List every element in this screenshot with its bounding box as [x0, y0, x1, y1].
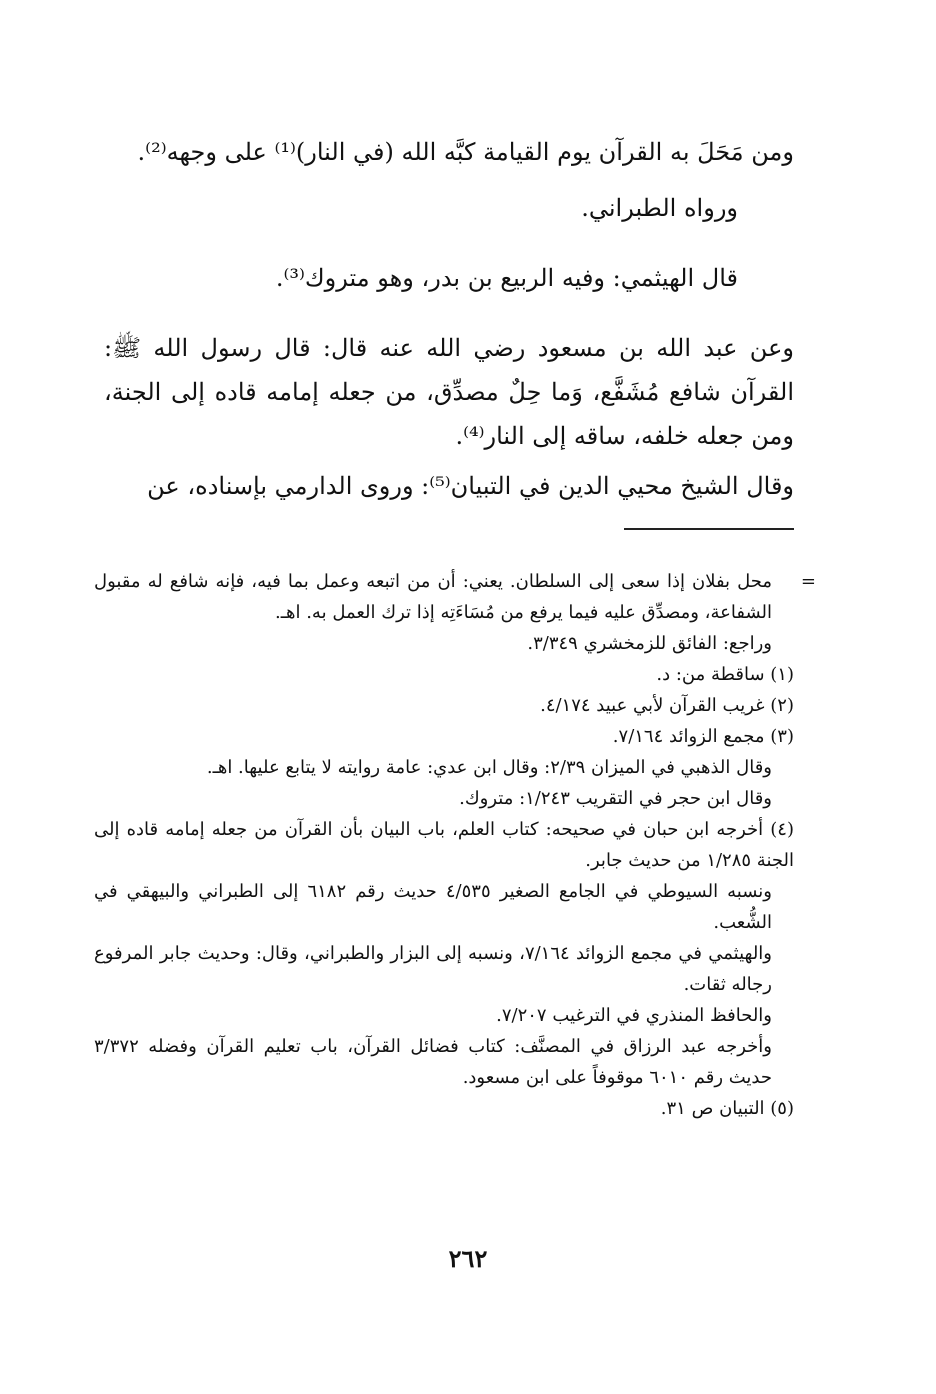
paragraph-2: ورواه الطبراني.: [581, 194, 738, 222]
footnotes: [94, 566, 816, 1124]
footnote-3: (٣) مجمع الزوائد ٧/١٦٤.: [612, 726, 794, 747]
paragraph-4: وعن عبد الله بن مسعود رضي الله عنه قال: قال رسول الله ﷺ: القرآن شافع مُشَفَّع، وَما حِلٌ مصدِّق، من جعله إمامه قاده إلى الجنة، ومن جعله خلفه، ساقه إلى النار⁽⁴⁾.: [104, 334, 794, 450]
footnote-4-note-c: والحافظ المنذري في الترغيب ٧/٢٠٧.: [496, 1005, 772, 1026]
footnote-4-note-b: والهيثمي في مجمع الزوائد ٧/١٦٤، ونسبه إلى البزار والطبراني، وقال: وحديث جابر المرفوع رجاله ثقات.: [94, 943, 772, 995]
footnote-1: (١) ساقطة من: د.: [656, 664, 794, 685]
footnote-3-note-b: وقال ابن حجر في التقريب ١/٢٤٣: متروك.: [459, 788, 772, 809]
footnote-3-note-a: وقال الذهبي في الميزان ٢/٣٩: وقال ابن عدي: عامة روايته لا يتابع عليها. اهـ.: [206, 757, 772, 778]
paragraph-5: وقال الشيخ محيي الدين في التبيان⁽⁵⁾: وروى الدارمي بإسناده، عن: [147, 472, 794, 500]
footnote-4-note-d: وأخرجه عبد الرزاق في المصنَّف: كتاب فضائل القرآن، باب تعليم القرآن وفضله ٣/٣٧٢ حديث رقم ٦٠١٠ موقوفاً على ابن مسعود.: [94, 1036, 772, 1088]
footnote-2: (٢) غريب القرآن لأبي عبيد ٤/١٧٤.: [540, 695, 794, 716]
continuation-mark: =: [800, 571, 816, 592]
footnote-4-note-a: ونسبه السيوطي في الجامع الصغير ٤/٥٣٥ حديث رقم ٦١٨٢ إلى الطبراني والبيهقي في الشُّعب.: [94, 881, 772, 933]
footnote-continued: محل بفلان إذا سعى إلى السلطان. يعني: أن من اتبعه وعمل بما فيه، فإنه شافع له مقبول الشفاعة، ومصدِّق عليه فيما يرفع من مُسَاءَتِه إذا ترك العمل به. اهـ.: [94, 571, 772, 623]
footnote-separator: [624, 528, 794, 530]
footnote-4: (٤) أخرجه ابن حبان في صحيحه: كتاب العلم، باب البيان بأن القرآن من جعله إمامه قاده إلى الجنة ١/٢٨٥ من حديث جابر.: [94, 819, 794, 871]
footnote-5: (٥) التبيان ص ٣١.: [660, 1098, 794, 1119]
paragraph-3: قال الهيثمي: وفيه الربيع بن بدر، وهو متروك⁽³⁾.: [275, 264, 738, 292]
footnote-note: وراجع: الفائق للزمخشري ٣/٣٤٩.: [527, 633, 772, 654]
paragraph-1: ومن مَحَلَ به القرآن يوم القيامة كبَّه الله (في النار)⁽¹⁾ على وجهه⁽²⁾.: [137, 138, 794, 166]
page-number: ٢٦٢: [448, 1244, 488, 1273]
